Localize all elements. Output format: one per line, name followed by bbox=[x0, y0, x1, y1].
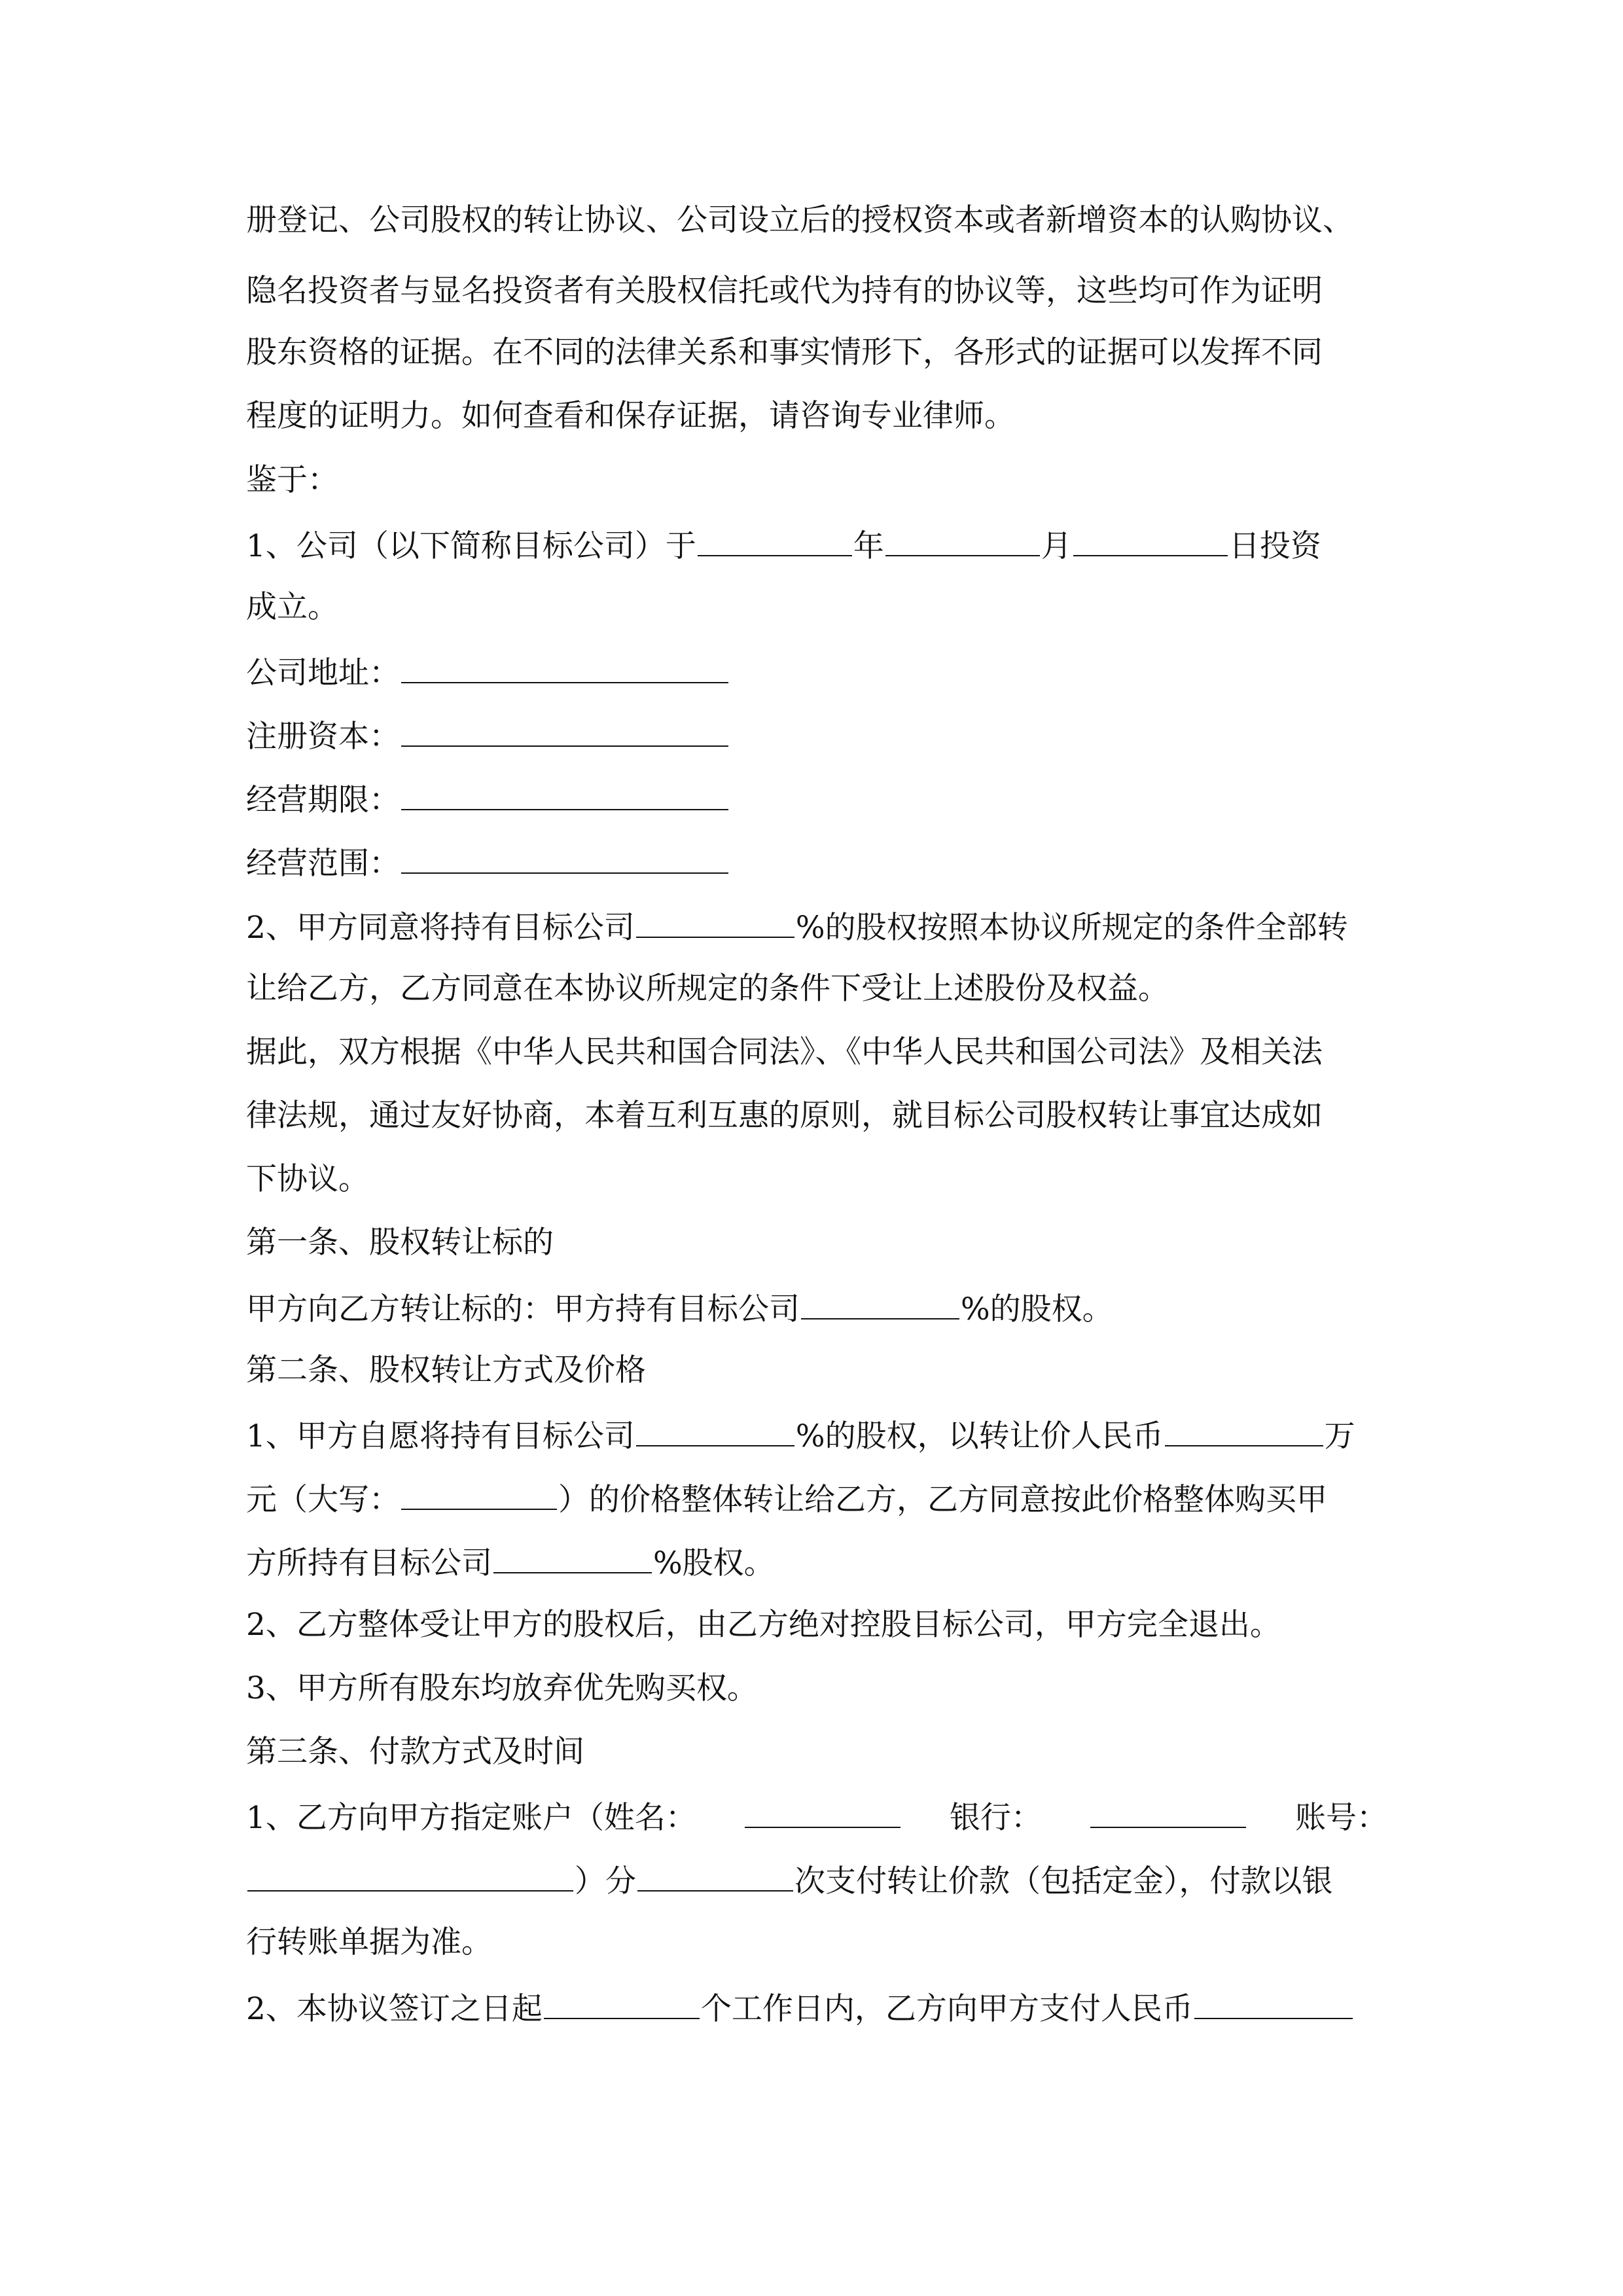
article3-text-h: 个工作日内，乙方向甲方支付人民币 bbox=[700, 1991, 1193, 2027]
business-term-row bbox=[246, 775, 1387, 821]
article2-title: 第二条、股权转让方式及价格 bbox=[246, 1352, 646, 1388]
article3-text-c: 账号： bbox=[1294, 1800, 1387, 1836]
article1-text-a: 甲方向乙方转让标的：甲方持有目标公司 bbox=[246, 1291, 800, 1327]
basis-line: 下协议。 bbox=[246, 1161, 369, 1197]
paragraph-line: 程度的证明力。如何查看和保存证据，请咨询专业律师。 bbox=[246, 398, 1015, 434]
registered-capital-row bbox=[246, 711, 1387, 757]
whereas-heading: 鉴于： bbox=[246, 462, 338, 498]
item1-text-c: 月 bbox=[1041, 528, 1072, 564]
item1-text-b: 年 bbox=[853, 528, 884, 564]
article3-text-a: 1、乙方向甲方指定账户（姓名： bbox=[246, 1800, 696, 1836]
day-blank[interactable] bbox=[1073, 521, 1228, 556]
item2-text-b: %的股权按照本协议所规定的条件全部转 bbox=[795, 910, 1348, 946]
item2-line-2: 让给乙方，乙方同意在本协议所规定的条件下受让上述股份及权益。 bbox=[246, 971, 1169, 1007]
article2-item3: 3、甲方所有股东均放弃优先购买权。 bbox=[246, 1670, 758, 1706]
account-number-blank[interactable] bbox=[247, 1856, 573, 1892]
article2-text-f: 方所持有目标公司 bbox=[246, 1545, 492, 1581]
paragraph-line: 股东资格的证据。在不同的法律关系和事实情形下，各形式的证据可以发挥不同 bbox=[246, 334, 1323, 370]
month-blank[interactable] bbox=[885, 521, 1040, 556]
article1-title: 第一条、股权转让标的 bbox=[246, 1225, 554, 1261]
registered-capital-label: 注册资本： bbox=[246, 719, 400, 755]
paragraph-line: 册登记、公司股权的转让协议、公司设立后的授权资本或者新增资本的认购协议、 bbox=[246, 202, 1353, 238]
company-address-row bbox=[246, 648, 1387, 694]
article2-percent-blank-2[interactable] bbox=[493, 1538, 652, 1573]
business-scope-label: 经营范围： bbox=[246, 846, 400, 882]
article1-line bbox=[246, 1284, 1387, 1330]
basis-line: 据此，双方根据《中华人民共和国合同法》、《中华人民共和国公司法》及相关法 bbox=[246, 1034, 1323, 1070]
workdays-blank[interactable] bbox=[544, 1984, 700, 2019]
item1-text-d: 日投资 bbox=[1228, 528, 1321, 564]
basis-line: 律法规，通过友好协商，本着互利互惠的原则，就目标公司股权转让事宜达成如 bbox=[246, 1098, 1323, 1134]
article2-text-c: 万 bbox=[1324, 1418, 1355, 1454]
article3-item1-line-3: 行转账单据为准。 bbox=[246, 1924, 492, 1960]
article3-text-d: ）分 bbox=[575, 1863, 636, 1899]
item2-line bbox=[246, 903, 1387, 948]
article1-text-b: %的股权。 bbox=[961, 1291, 1113, 1327]
article3-text-e: 次支付转让价款（包括定金），付款以银 bbox=[794, 1863, 1333, 1899]
article2-text-g: %股权。 bbox=[653, 1545, 775, 1581]
article2-text-e: ）的价格整体转让给乙方，乙方同意按此价格整体购买甲 bbox=[558, 1482, 1327, 1518]
item2-text-a: 2、甲方同意将持有目标公司 bbox=[246, 910, 635, 946]
paragraph-line: 隐名投资者与显名投资者有关股权信托或代为持有的协议等，这些均可作为证明 bbox=[246, 273, 1323, 309]
article3-item1-line-2 bbox=[246, 1856, 1387, 1902]
installments-blank[interactable] bbox=[637, 1856, 793, 1892]
bank-blank[interactable] bbox=[1090, 1793, 1246, 1828]
article2-item1-line-2 bbox=[246, 1475, 1387, 1520]
article2-text-a: 1、甲方自愿将持有目标公司 bbox=[246, 1418, 635, 1454]
business-scope-row bbox=[246, 838, 1387, 884]
article2-item2: 2、乙方整体受让甲方的股权后，由乙方绝对控股目标公司，甲方完全退出。 bbox=[246, 1607, 1281, 1643]
business-term-label: 经营期限： bbox=[246, 782, 400, 818]
business-term-blank[interactable] bbox=[401, 775, 728, 810]
article1-percent-blank[interactable] bbox=[801, 1284, 959, 1319]
item1-line-2: 成立。 bbox=[246, 589, 338, 625]
article2-item1-line bbox=[246, 1411, 1387, 1457]
company-address-label: 公司地址： bbox=[246, 655, 400, 691]
account-name-blank[interactable] bbox=[745, 1793, 901, 1828]
share-percent-blank[interactable] bbox=[636, 903, 794, 938]
article3-item2-line bbox=[246, 1984, 1387, 2030]
year-blank[interactable] bbox=[698, 521, 852, 556]
payment-amount-blank[interactable] bbox=[1194, 1984, 1353, 2019]
article2-text-b: %的股权，以转让价人民币 bbox=[795, 1418, 1164, 1454]
article3-text-g: 2、本协议签订之日起 bbox=[246, 1991, 543, 2027]
business-scope-blank[interactable] bbox=[401, 838, 728, 874]
article2-text-d: 元（大写： bbox=[246, 1482, 400, 1518]
registered-capital-blank[interactable] bbox=[401, 711, 728, 747]
item1-line bbox=[246, 521, 1387, 567]
company-address-blank[interactable] bbox=[401, 648, 728, 683]
article2-item1-line-3 bbox=[246, 1538, 1387, 1584]
article3-title: 第三条、付款方式及时间 bbox=[246, 1734, 584, 1770]
price-in-words-blank[interactable] bbox=[401, 1475, 557, 1510]
article3-item1-line bbox=[246, 1793, 1387, 1839]
article2-percent-blank[interactable] bbox=[636, 1411, 794, 1446]
transfer-price-blank[interactable] bbox=[1165, 1411, 1323, 1446]
item1-text-a: 1、公司（以下简称目标公司）于 bbox=[246, 528, 696, 564]
article3-text-b: 银行： bbox=[949, 1800, 1042, 1836]
